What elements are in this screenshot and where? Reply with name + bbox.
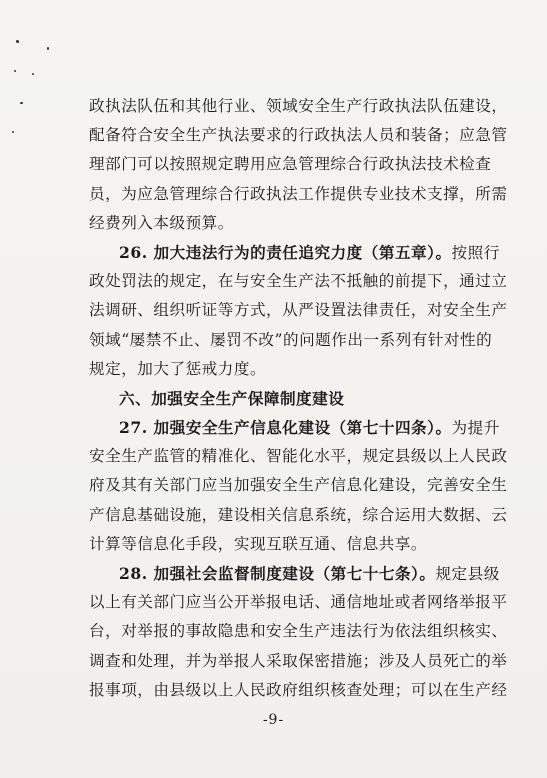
item-heading: 28. 加强社会监督制度建设（第七十七条）。 <box>119 564 436 583</box>
item-heading-rest: 为提升 <box>451 419 500 438</box>
text-line: 配备符合安全生产执法要求的行政执法人员和装备；应急管 <box>89 126 508 145</box>
text-line: 台，对举报的事故隐患和安全生产违法行为依法组织核实、 <box>89 622 508 641</box>
text-line: 规定，加大了惩戒力度。 <box>89 359 267 378</box>
item-heading-rest: 规定县级 <box>435 565 500 583</box>
text-line <box>89 559 500 588</box>
text-line: 报事项，由县级以上人民政府组织核查处理；可以在生产经 <box>89 680 508 699</box>
paragraph-item-28 <box>89 559 508 705</box>
text-line: 产信息基础设施，建设相关信息系统，综合运用大数据、云 <box>89 505 508 524</box>
paragraph-item-27 <box>89 413 508 559</box>
text-line: 计算等信息化手段，实现互联互通、信息共享。 <box>89 534 427 553</box>
text-line: 政处罚法的规定，在与安全生产法不抵触的前提下，通过立 <box>89 272 508 291</box>
paragraph-continuation <box>89 92 508 238</box>
item-heading: 27. 加强安全生产信息化建设（第七十四条）。 <box>119 418 452 438</box>
text-line: 法调研、组织听证等方式，从严设置法律责任，对安全生产 <box>89 301 508 320</box>
text-line: 员，为应急管理综合行政执法工作提供专业技术支撑，所需 <box>89 184 508 203</box>
section-heading: 六、加强安全生产保障制度建设 <box>119 388 345 408</box>
text-line <box>89 238 500 267</box>
text-line: 安全生产监管的精准化、智能化水平，规定县级以上人民政 <box>89 447 508 466</box>
text-line: 以上有关部门应当公开举报电话、通信地址或者网络举报平 <box>89 593 508 612</box>
text-line: 府及其有关部门应当加强安全生产信息化建设，完善安全生 <box>89 476 508 495</box>
paragraph-item-26 <box>89 238 508 384</box>
text-line: 领域“屡禁不止、屡罚不改”的问题作出一系列有针对性的 <box>89 330 493 349</box>
item-heading-rest: 按照行 <box>451 243 500 262</box>
document-body <box>89 92 508 705</box>
item-heading: 26. 加大违法行为的责任追究力度（第五章）。 <box>119 242 452 262</box>
text-line: 调查和处理，并为举报人采取保密措施；涉及人员死亡的举 <box>89 651 508 670</box>
text-line: 政执法队伍和其他行业、领域安全生产行政执法队伍建设， <box>89 97 508 115</box>
text-line: 理部门可以按照规定聘用应急管理综合行政执法技术检查 <box>89 155 492 174</box>
text-line: 经费列入本级预算。 <box>89 213 234 232</box>
text-line <box>89 413 500 442</box>
page-number: -9- <box>262 712 285 728</box>
